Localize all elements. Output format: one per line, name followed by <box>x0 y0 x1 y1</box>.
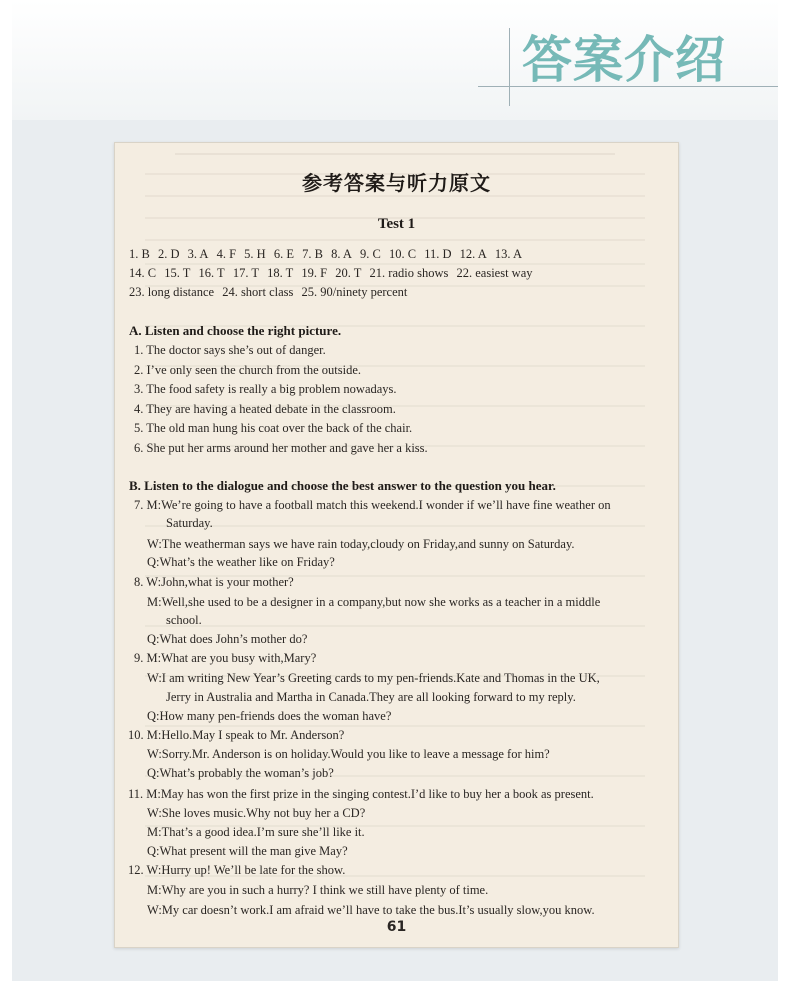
answer-item: 1. B <box>129 247 150 261</box>
transcript-line: M:Why are you in such a hurry? I think we still have plenty of time. <box>147 883 489 897</box>
answer-item: 11. D <box>424 247 452 261</box>
transcript-line: 10. M:Hello.May I speak to Mr. Anderson? <box>128 728 345 742</box>
transcript-line: Q:What does John’s mother do? <box>147 632 308 646</box>
section-a-item: 6. She put her arms around her mother and gave her a kiss. <box>134 440 428 455</box>
section-a-item: 3. The food safety is really a big problem nowadays. <box>134 382 397 396</box>
transcript-line: Saturday. <box>166 516 213 530</box>
answer-key-line <box>129 266 538 281</box>
answer-item: 9. C <box>360 247 381 261</box>
answer-item: 25. 90/ninety percent <box>301 285 408 299</box>
transcript-line: 12. W:Hurry up! We’ll be late for the show. <box>128 863 346 877</box>
answer-key-line <box>129 285 412 300</box>
transcript-line: Q:What’s probably the woman’s job? <box>147 766 334 780</box>
answer-item: 18. T <box>267 266 294 280</box>
page-number: 61 <box>386 919 407 935</box>
answer-item: 24. short class <box>222 285 294 299</box>
answer-item: 22. easiest way <box>456 266 533 280</box>
answer-item: 20. T <box>335 266 362 280</box>
answer-item: 13. A <box>494 247 522 261</box>
answer-item: 16. T <box>198 266 225 280</box>
transcript-line: 11. M:May has won the first prize in the singing contest.I’d like to buy her a book as present. <box>128 787 594 801</box>
transcript-line: school. <box>166 613 202 627</box>
page-title: 参考答案与听力原文 <box>302 171 491 195</box>
answer-item: 17. T <box>232 266 259 280</box>
answer-item: 14. C <box>129 266 157 280</box>
answer-item: 5. H <box>244 247 266 261</box>
answer-item: 8. A <box>331 247 352 261</box>
section-a-heading: A. Listen and choose the right picture. <box>129 323 342 338</box>
answer-item: 15. T <box>164 266 191 280</box>
answer-item: 3. A <box>187 247 209 261</box>
answer-item: 19. F <box>301 266 328 280</box>
answer-item: 2. D <box>157 247 180 261</box>
transcript-line: Q:What’s the weather like on Friday? <box>147 555 335 569</box>
transcript-line: W:She loves music.Why not buy her a CD? <box>147 806 366 820</box>
answer-item: 21. radio shows <box>369 266 449 280</box>
transcript-line: Jerry in Australia and Martha in Canada.They are all looking forward to my reply. <box>166 690 576 704</box>
transcript-line: 9. M:What are you busy with,Mary? <box>134 651 317 665</box>
transcript-line: Q:How many pen-friends does the woman have? <box>147 709 392 723</box>
answer-item: 4. F <box>216 247 237 261</box>
transcript-line: Q:What present will the man give May? <box>147 844 348 858</box>
banner-title: 答案介绍 <box>522 31 726 89</box>
section-a-item: 5. The old man hung his coat over the back of the chair. <box>134 421 413 435</box>
section-a-item: 4. They are having a heated debate in the classroom. <box>134 401 396 416</box>
scanned-page <box>114 142 679 948</box>
test-heading: Test 1 <box>377 216 416 232</box>
transcript-line: 8. W:John,what is your mother? <box>134 575 294 589</box>
transcript-line: M:Well,she used to be a designer in a company,but now she works as a teacher in a middle <box>147 595 601 609</box>
transcript-line: W:My car doesn’t work.I am afraid we’ll have to take the bus.It’s usually slow,you know. <box>147 903 595 917</box>
answer-item: 7. B <box>302 247 323 261</box>
banner-divider-vertical <box>509 28 510 106</box>
transcript-line: W:Sorry.Mr. Anderson is on holiday.Would you like to leave a message for him? <box>147 747 550 761</box>
section-a-item: 2. I’ve only seen the church from the outside. <box>134 362 362 377</box>
transcript-line: M:That’s a good idea.I’m sure she’ll like it. <box>147 825 365 839</box>
section-b-heading: B. Listen to the dialogue and choose the best answer to the question you hear. <box>129 478 556 493</box>
answer-item: 12. A <box>459 247 487 261</box>
transcript-line: W:The weatherman says we have rain today,cloudy on Friday,and sunny on Saturday. <box>147 537 575 551</box>
answer-item: 10. C <box>389 247 417 261</box>
answer-item: 6. E <box>273 247 294 261</box>
transcript-line: 7. M:We’re going to have a football match this weekend.I wonder if we’ll have fine weather on <box>134 498 611 512</box>
section-a-item: 1. The doctor says she’s out of danger. <box>134 343 326 357</box>
answer-item: 23. long distance <box>129 285 215 299</box>
answer-key-line <box>129 247 527 262</box>
transcript-line: W:I am writing New Year’s Greeting cards to my pen-friends.Kate and Thomas in the UK, <box>147 671 600 685</box>
